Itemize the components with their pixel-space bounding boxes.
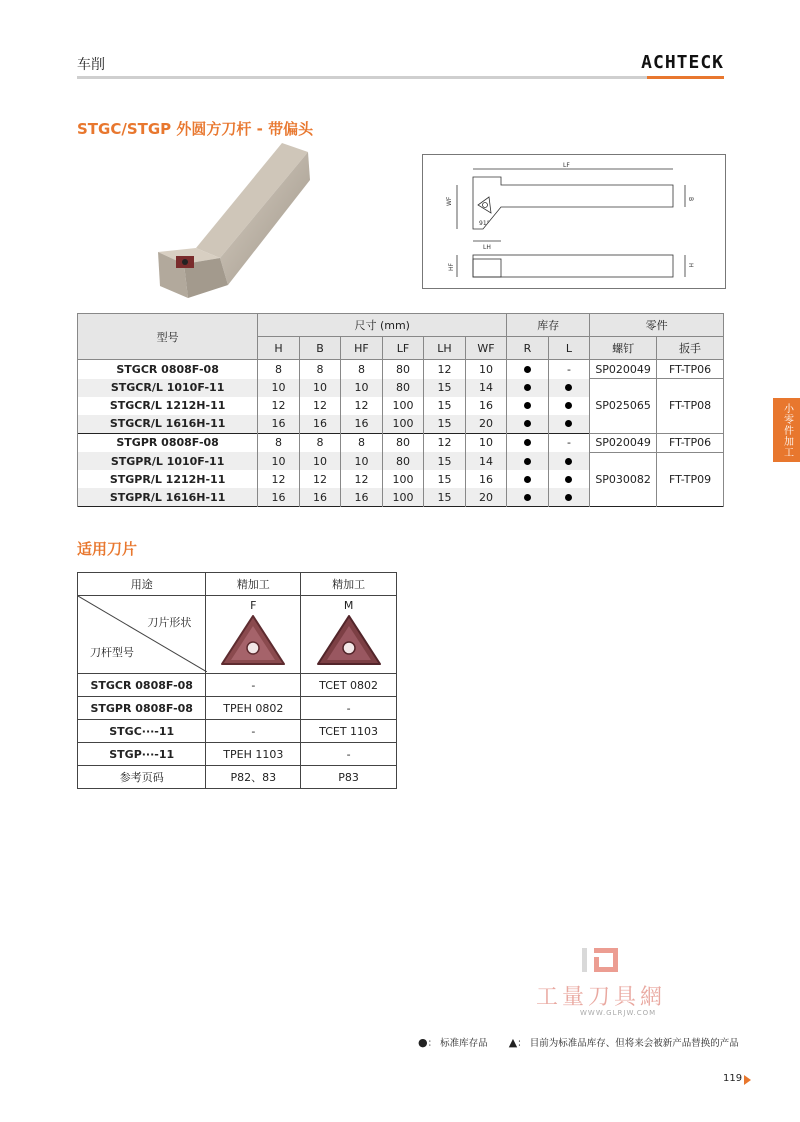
table-row xyxy=(78,379,724,397)
dimension-drawing xyxy=(422,154,726,289)
cell-lf: 80 xyxy=(382,360,424,379)
header-rule-accent xyxy=(647,76,724,79)
header-rule xyxy=(77,76,647,79)
label-h: H xyxy=(687,263,694,268)
insert-section-title: 适用刀片 xyxy=(77,540,138,558)
cell-h: 10 xyxy=(258,452,300,470)
insert-m-value: - xyxy=(301,697,397,720)
col-wrench: 扳手 xyxy=(657,337,724,360)
cell-lf: 80 xyxy=(382,433,424,452)
insert-m-value: TCET 0802 xyxy=(301,674,397,697)
stock-dot-icon xyxy=(524,439,531,446)
col-screw: 螺钉 xyxy=(590,337,657,360)
cell-b: 8 xyxy=(299,433,341,452)
next-page-arrow-icon[interactable] xyxy=(744,1075,751,1085)
triangle-insert-m-icon xyxy=(314,612,384,670)
cell-b: 16 xyxy=(299,415,341,434)
cell-h: 12 xyxy=(258,470,300,488)
stock-dot-icon xyxy=(565,402,572,409)
insert-table xyxy=(77,572,397,789)
cell-lf: 100 xyxy=(382,397,424,415)
col-stock: 库存 xyxy=(507,314,590,337)
cell-lh: 15 xyxy=(424,452,466,470)
label-lh: LH xyxy=(483,244,491,251)
cell-lh: 15 xyxy=(424,415,466,434)
cell-r xyxy=(507,452,549,470)
ref-m: P83 xyxy=(301,766,397,789)
cell-r xyxy=(507,397,549,415)
cell-lh: 12 xyxy=(424,433,466,452)
cell-lh: 15 xyxy=(424,470,466,488)
cell-b: 12 xyxy=(299,397,341,415)
cell-hf: 8 xyxy=(341,433,383,452)
stock-dot-icon xyxy=(524,420,531,427)
cell-wf: 14 xyxy=(465,379,507,397)
brand-logo: ACHTECK xyxy=(641,52,724,73)
watermark-logo-icon xyxy=(578,946,626,976)
col-model: 型号 xyxy=(78,314,258,360)
stock-dot-icon xyxy=(565,494,572,501)
cell-wf: 10 xyxy=(465,433,507,452)
insert-f-value: TPEH 0802 xyxy=(206,697,301,720)
spec-table xyxy=(77,313,724,507)
diagonal-header-cell xyxy=(78,596,206,674)
cell-r xyxy=(507,470,549,488)
cell-lh: 12 xyxy=(424,360,466,379)
cell-l: - xyxy=(548,433,590,452)
triangle-insert-f-icon xyxy=(218,612,288,670)
model-cell: STGPR/L 1616H-11 xyxy=(78,488,258,507)
cell-wf: 20 xyxy=(465,415,507,434)
table-row xyxy=(78,433,724,452)
stock-dot-icon xyxy=(524,458,531,465)
finish-label-f: 精加工 xyxy=(206,573,301,596)
cell-hf: 16 xyxy=(341,415,383,434)
ref-label: 参考页码 xyxy=(78,766,206,789)
screw-cell: SP020049 xyxy=(590,433,657,452)
cell-hf: 10 xyxy=(341,379,383,397)
screw-cell: SP030082 xyxy=(590,452,657,507)
legend-triangle-symbol: ▲ xyxy=(508,1036,518,1049)
col-wf: WF xyxy=(465,337,507,360)
cell-lh: 15 xyxy=(424,488,466,507)
col-h: H xyxy=(258,337,300,360)
stock-dot-icon xyxy=(565,420,572,427)
cell-h: 8 xyxy=(258,433,300,452)
table-row xyxy=(78,452,724,470)
stock-dot-icon xyxy=(565,384,572,391)
label-hf: HF xyxy=(448,263,455,271)
cell-b: 8 xyxy=(299,360,341,379)
col-lh: LH xyxy=(424,337,466,360)
col-dimensions: 尺寸 (mm) xyxy=(258,314,507,337)
cell-wf: 16 xyxy=(465,470,507,488)
wrench-cell: FT-TP06 xyxy=(657,433,724,452)
cell-l xyxy=(548,415,590,434)
table-row xyxy=(78,674,397,697)
finish-label-m: 精加工 xyxy=(301,573,397,596)
shape-label: 刀片形状 xyxy=(147,616,192,629)
cell-l xyxy=(548,488,590,507)
model-cell: STGPR 0808F-08 xyxy=(78,433,258,452)
cell-r xyxy=(507,360,549,379)
insert-f-cell xyxy=(206,596,301,674)
tool-holder-photo xyxy=(150,140,310,305)
page-number: 119 xyxy=(723,1073,743,1084)
legend-dot-symbol: ● xyxy=(418,1036,428,1049)
cell-lf: 100 xyxy=(382,415,424,434)
table-row xyxy=(78,720,397,743)
product-title: STGC/STGP 外圆方刀杆 - 带偏头 xyxy=(77,120,314,138)
cell-lh: 15 xyxy=(424,397,466,415)
col-r: R xyxy=(507,337,549,360)
holder-label: 刀杆型号 xyxy=(90,646,134,659)
insert-m-value: TCET 1103 xyxy=(301,720,397,743)
wrench-cell: FT-TP09 xyxy=(657,452,724,507)
cell-lf: 100 xyxy=(382,488,424,507)
cell-hf: 12 xyxy=(341,397,383,415)
cell-b: 10 xyxy=(299,379,341,397)
label-wf: WF xyxy=(446,196,453,206)
diagonal-line xyxy=(78,596,207,672)
label-angle: 91° xyxy=(479,220,490,227)
wrench-cell: FT-TP06 xyxy=(657,360,724,379)
code-m: M xyxy=(343,599,354,612)
insert-m-value: - xyxy=(301,743,397,766)
holder-model-cell: STGCR 0808F-08 xyxy=(78,674,206,697)
stock-dot-icon xyxy=(524,476,531,483)
col-lf: LF xyxy=(382,337,424,360)
col-parts: 零件 xyxy=(590,314,724,337)
spec-table-body xyxy=(78,360,724,507)
cell-b: 12 xyxy=(299,470,341,488)
cell-hf: 10 xyxy=(341,452,383,470)
stock-dot-icon xyxy=(524,494,531,501)
cell-l xyxy=(548,470,590,488)
legend-dot-text: 标准库存品 xyxy=(440,1038,488,1049)
cell-wf: 10 xyxy=(465,360,507,379)
insert-m-cell xyxy=(301,596,397,674)
cell-h: 10 xyxy=(258,379,300,397)
wrench-cell: FT-TP08 xyxy=(657,379,724,434)
cell-h: 16 xyxy=(258,415,300,434)
col-l: L xyxy=(548,337,590,360)
cell-l: - xyxy=(548,360,590,379)
cell-lh: 15 xyxy=(424,379,466,397)
holder-model-cell: STGP···-11 xyxy=(78,743,206,766)
side-category-tab[interactable]: 小零件加工 xyxy=(773,398,800,462)
legend: ●： 标准库存品 ▲： 目前为标准品库存、但将来会被新产品替换的产品 xyxy=(418,1036,739,1049)
cell-r xyxy=(507,488,549,507)
cell-wf: 14 xyxy=(465,452,507,470)
model-cell: STGCR 0808F-08 xyxy=(78,360,258,379)
cell-r xyxy=(507,415,549,434)
col-hf: HF xyxy=(341,337,383,360)
cell-hf: 12 xyxy=(341,470,383,488)
cell-b: 10 xyxy=(299,452,341,470)
model-cell: STGCR/L 1212H-11 xyxy=(78,397,258,415)
cell-h: 12 xyxy=(258,397,300,415)
model-cell: STGPR/L 1010F-11 xyxy=(78,452,258,470)
model-cell: STGCR/L 1010F-11 xyxy=(78,379,258,397)
stock-dot-icon xyxy=(524,384,531,391)
table-row xyxy=(78,743,397,766)
insert-f-value: TPEH 1103 xyxy=(206,743,301,766)
cell-r xyxy=(507,379,549,397)
cell-lf: 100 xyxy=(382,470,424,488)
cell-r xyxy=(507,433,549,452)
model-cell: STGCR/L 1616H-11 xyxy=(78,415,258,434)
code-f: F xyxy=(250,599,257,612)
holder-model-cell: STGPR 0808F-08 xyxy=(78,697,206,720)
table-row xyxy=(78,697,397,720)
holder-model-cell: STGC···-11 xyxy=(78,720,206,743)
screw-cell: SP025065 xyxy=(590,379,657,434)
stock-dot-icon xyxy=(524,366,531,373)
cell-h: 16 xyxy=(258,488,300,507)
cell-lf: 80 xyxy=(382,379,424,397)
cell-b: 16 xyxy=(299,488,341,507)
cell-wf: 20 xyxy=(465,488,507,507)
cell-lf: 80 xyxy=(382,452,424,470)
stock-dot-icon xyxy=(565,458,572,465)
watermark-text: 工量刀具網 xyxy=(536,985,667,1010)
cell-h: 8 xyxy=(258,360,300,379)
insert-f-value: - xyxy=(206,674,301,697)
col-b: B xyxy=(299,337,341,360)
label-lf: LF xyxy=(563,162,570,169)
stock-dot-icon xyxy=(524,402,531,409)
cell-hf: 8 xyxy=(341,360,383,379)
section-title: 车削 xyxy=(77,57,105,73)
cell-l xyxy=(548,452,590,470)
cell-wf: 16 xyxy=(465,397,507,415)
legend-triangle-text: 目前为标准品库存、但将来会被新产品替换的产品 xyxy=(529,1038,739,1049)
watermark-url: WWW.GLRJW.COM xyxy=(580,1009,657,1017)
table-row xyxy=(78,360,724,379)
usage-label: 用途 xyxy=(78,573,206,596)
ref-f: P82、83 xyxy=(206,766,301,789)
stock-dot-icon xyxy=(565,476,572,483)
screw-cell: SP020049 xyxy=(590,360,657,379)
cell-l xyxy=(548,379,590,397)
label-b: B xyxy=(687,197,694,202)
insert-f-value: - xyxy=(206,720,301,743)
model-cell: STGPR/L 1212H-11 xyxy=(78,470,258,488)
insert-table-body xyxy=(78,674,397,766)
cell-l xyxy=(548,397,590,415)
cell-hf: 16 xyxy=(341,488,383,507)
